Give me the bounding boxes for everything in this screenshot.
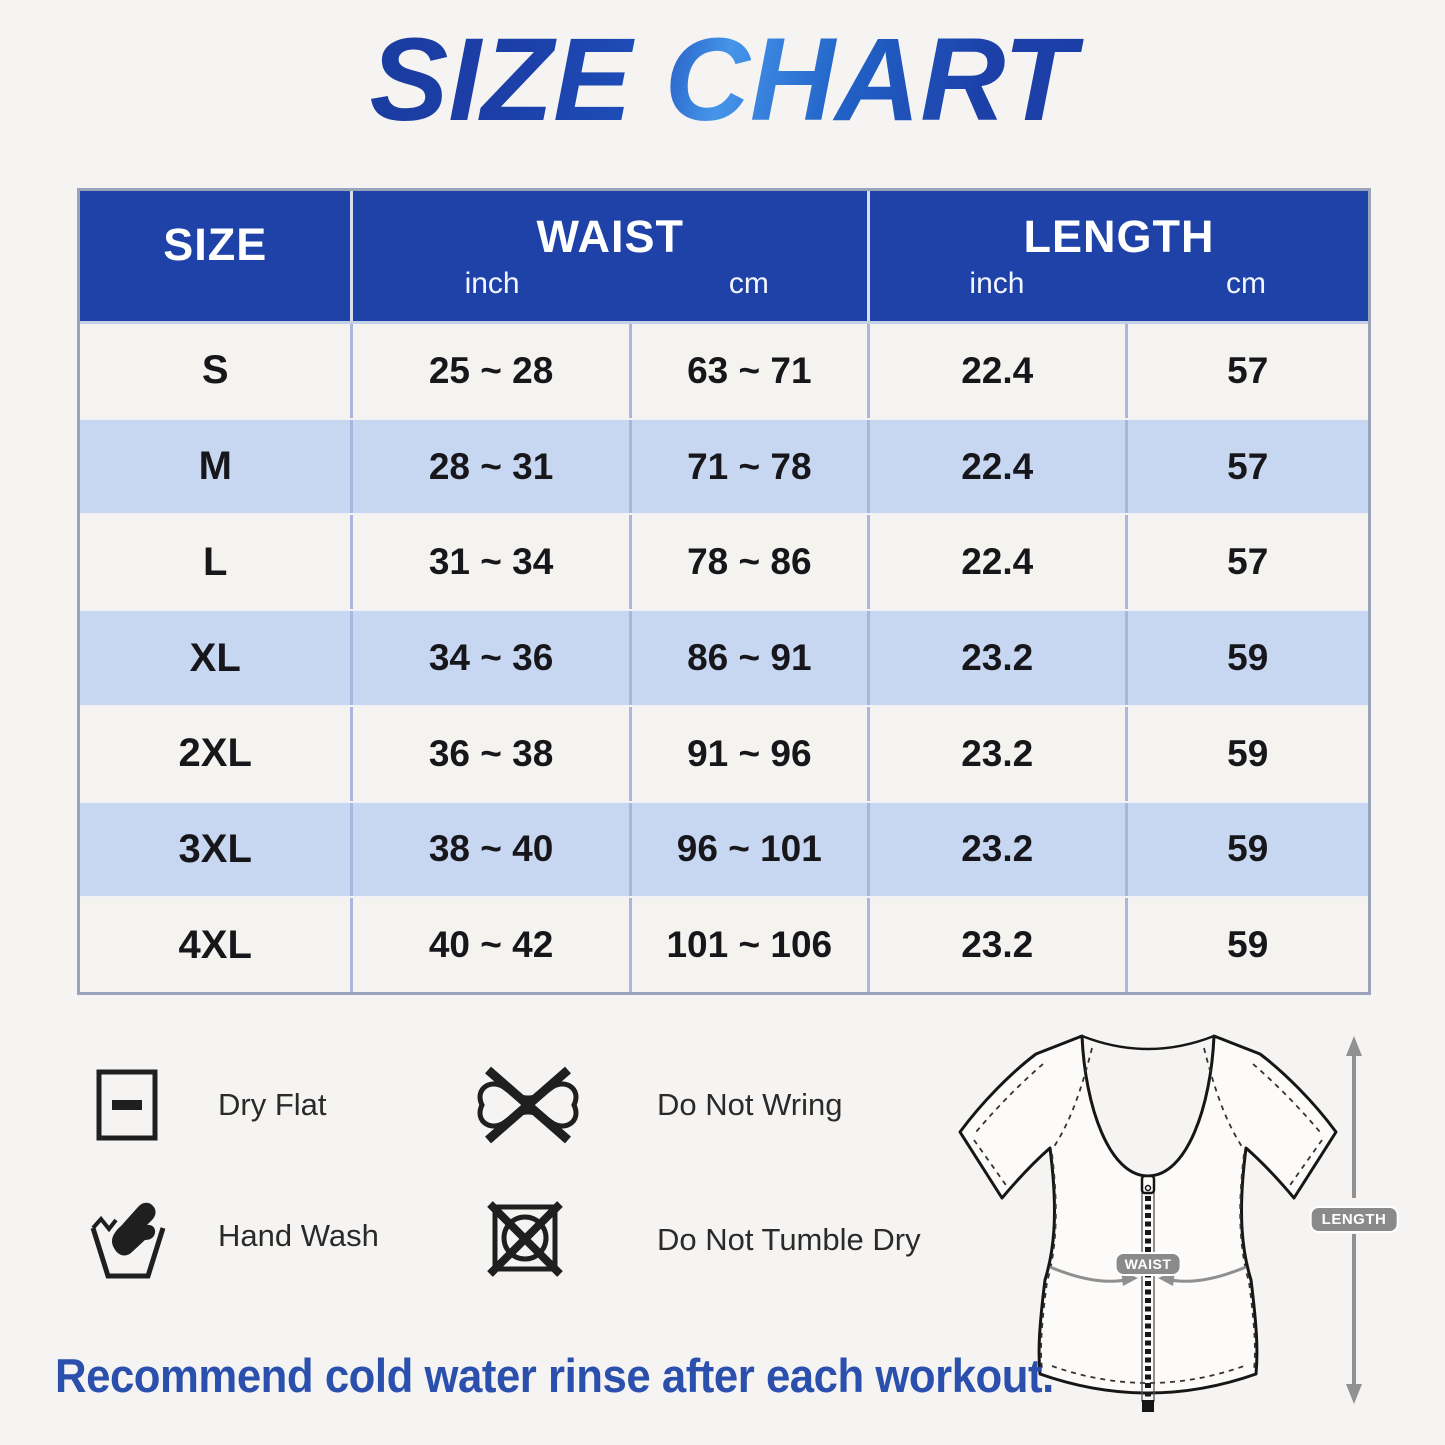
care-item-do-not-wring: [472, 1064, 843, 1146]
col-header-length: [867, 191, 1368, 321]
cell-waist-cm: 96 ~ 101: [629, 803, 867, 897]
cell-length-cm: 57: [1125, 515, 1368, 609]
cell-waist-inch: 28 ~ 31: [350, 420, 628, 514]
table-row: [80, 418, 1368, 514]
table-header-row: [80, 191, 1368, 324]
cell-size: S: [201, 348, 229, 393]
cell-length-inch: 23.2: [867, 707, 1125, 801]
dry-flat-icon: [95, 1068, 218, 1142]
care-item-label: Dry Flat: [218, 1087, 327, 1122]
cell-length-inch: 23.2: [867, 803, 1125, 897]
cell-size: L: [203, 539, 228, 584]
cell-waist-inch: 31 ~ 34: [350, 515, 628, 609]
cell-length-cm: 59: [1125, 707, 1368, 801]
cell-size: M: [198, 444, 232, 489]
unit-label-cm: cm: [1225, 267, 1266, 300]
cell-size: 2XL: [178, 731, 252, 776]
cell-size: 3XL: [178, 826, 252, 871]
cell-waist-cm: 63 ~ 71: [629, 324, 867, 418]
cell-length-cm: 59: [1125, 803, 1368, 897]
size-header-label: SIZE: [163, 219, 268, 270]
unit-label-cm: cm: [728, 267, 769, 300]
table-row: [80, 801, 1368, 897]
length-header-label: LENGTH: [1023, 211, 1215, 262]
table-row: [80, 896, 1368, 992]
page-title: SIZE CHART: [0, 14, 1445, 146]
cell-length-inch: 22.4: [867, 420, 1125, 514]
care-item-label: Do Not Wring: [657, 1087, 843, 1122]
unit-label-inch: inch: [464, 267, 520, 300]
cell-waist-inch: 40 ~ 42: [350, 898, 628, 992]
size-table: [77, 188, 1371, 995]
cell-size: XL: [189, 635, 241, 680]
cell-waist-cm: 101 ~ 106: [629, 898, 867, 992]
waist-badge: WAIST: [1115, 1252, 1182, 1276]
care-item-label: Do Not Tumble Dry: [657, 1222, 921, 1257]
table-row: [80, 513, 1368, 609]
col-header-waist: [350, 191, 866, 321]
cell-waist-cm: 91 ~ 96: [629, 707, 867, 801]
note-text: Recommend cold water rinse after each workout.: [55, 1349, 1054, 1402]
waist-header-label: WAIST: [536, 211, 684, 262]
cell-length-inch: 22.4: [867, 515, 1125, 609]
waist-units: [353, 267, 866, 301]
cell-size: 4XL: [178, 922, 252, 967]
cell-length-cm: 57: [1125, 420, 1368, 514]
length-units: [870, 267, 1368, 301]
do-not-tumble-dry-icon: [483, 1198, 657, 1282]
length-badge: LENGTH: [1310, 1206, 1399, 1233]
care-item-dry-flat: [95, 1068, 327, 1142]
hand-wash-icon: [88, 1192, 218, 1280]
table-row: [80, 324, 1368, 418]
cell-waist-inch: 38 ~ 40: [350, 803, 628, 897]
cell-length-cm: 59: [1125, 611, 1368, 705]
table-row: [80, 705, 1368, 801]
cell-length-inch: 22.4: [867, 324, 1125, 418]
cell-waist-inch: 36 ~ 38: [350, 707, 628, 801]
cell-length-cm: 59: [1125, 898, 1368, 992]
back-collar-line: [1082, 1036, 1214, 1049]
cell-waist-inch: 25 ~ 28: [350, 324, 628, 418]
cell-length-inch: 23.2: [867, 611, 1125, 705]
cell-waist-cm: 78 ~ 86: [629, 515, 867, 609]
table-body: [80, 324, 1368, 992]
cell-waist-inch: 34 ~ 36: [350, 611, 628, 705]
cell-waist-cm: 71 ~ 78: [629, 420, 867, 514]
col-header-size: [80, 191, 350, 321]
cell-waist-cm: 86 ~ 91: [629, 611, 867, 705]
table-row: [80, 609, 1368, 705]
do-not-wring-icon: [472, 1064, 657, 1146]
cell-length-inch: 23.2: [867, 898, 1125, 992]
care-item-hand-wash: [88, 1192, 379, 1280]
unit-label-inch: inch: [969, 267, 1025, 300]
care-item-do-not-tumble-dry: [483, 1198, 921, 1282]
cell-length-cm: 57: [1125, 324, 1368, 418]
care-item-label: Hand Wash: [218, 1218, 379, 1253]
